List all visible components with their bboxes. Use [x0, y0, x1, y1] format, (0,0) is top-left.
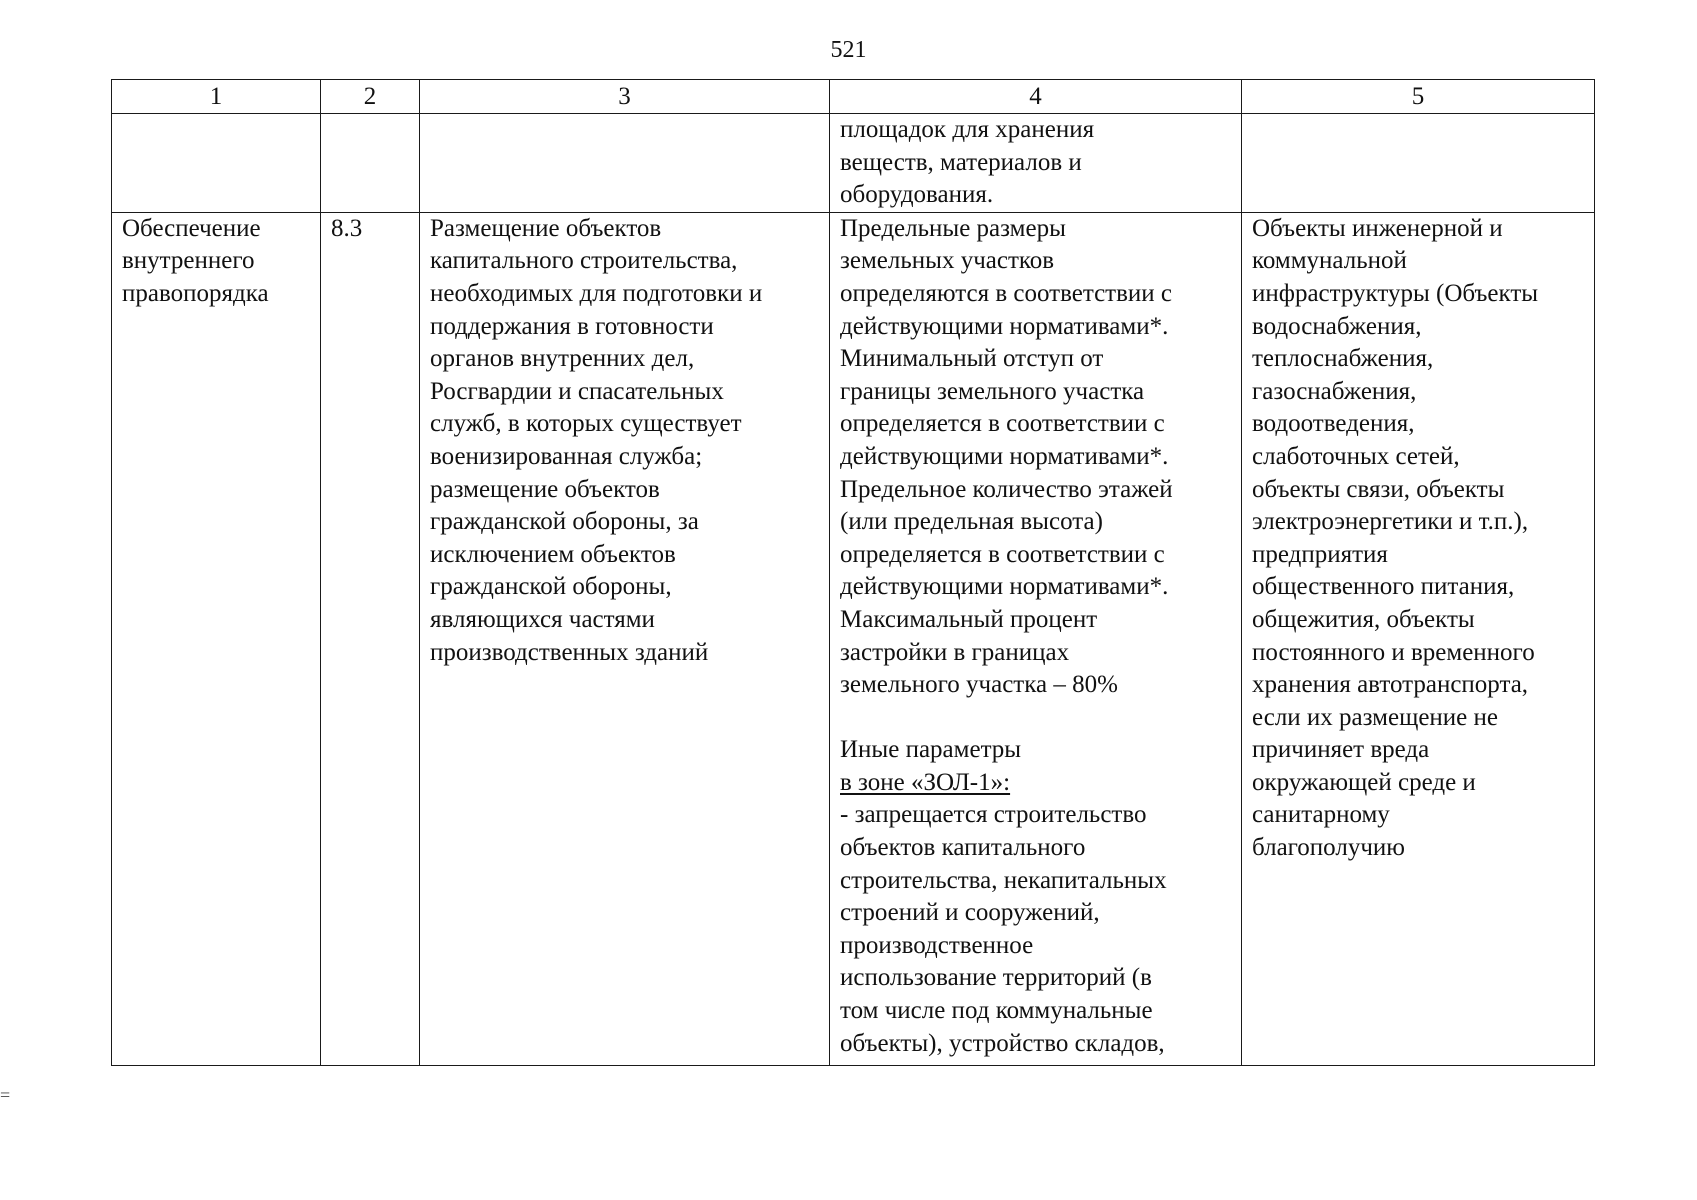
cell-continuation-col3 — [420, 114, 830, 213]
zone-heading-underlined: в зоне «ЗОЛ-1»: — [840, 768, 1011, 796]
cell-text-line: капитального строительства, — [430, 247, 738, 275]
regulations-table — [111, 79, 1595, 1066]
cell-text-line: объекты), устройство складов, — [840, 1029, 1165, 1057]
cell-text-line: использование территорий (в — [840, 964, 1152, 992]
cell-continuation-col4 — [830, 114, 1242, 213]
cell-text-line: определяется в соответствии с — [840, 410, 1165, 438]
cell-text-line: Обеспечение — [122, 214, 261, 242]
cell-text-line: гражданской обороны, — [430, 573, 672, 601]
cell-text-line: Размещение объектов — [430, 214, 662, 242]
cell-text-line: Предельное количество этажей — [840, 475, 1173, 503]
cell-land-use-type — [112, 212, 321, 1065]
cell-text-line: военизированная служба; — [430, 442, 703, 470]
cell-continuation-col1 — [112, 114, 321, 213]
cell-text-line: земельных участков — [840, 247, 1055, 275]
cell-text-line: определяется в соответствии с — [840, 540, 1165, 568]
cell-text-line: электроэнергетики и т.п.), — [1252, 508, 1529, 536]
cell-text-line: инфраструктуры (Объекты — [1252, 279, 1539, 307]
cell-text-line: необходимых для подготовки и — [430, 279, 763, 307]
cell-text-line: окружающей среде и — [1252, 768, 1476, 796]
cell-text-line: теплоснабжения, — [1252, 345, 1434, 373]
cell-text-line: общественного питания, — [1252, 573, 1515, 601]
cell-text-line: постоянного и временного — [1252, 638, 1535, 666]
cell-text-line: газоснабжения, — [1252, 377, 1417, 405]
edge-mark: = — [0, 1085, 11, 1105]
cell-text-line: исключением объектов — [430, 540, 676, 568]
cell-text-line: хранения автотранспорта, — [1252, 671, 1529, 699]
cell-text-line: предприятия — [1252, 540, 1388, 568]
cell-text-line: земельного участка – 80% — [840, 671, 1118, 699]
cell-text-line: водоснабжения, — [1252, 312, 1422, 340]
cell-text-line: Росгвардии и спасательных — [430, 377, 724, 405]
column-header-2: 2 — [321, 80, 420, 114]
cell-text-line: Предельные размеры — [840, 214, 1066, 242]
cell-text-line: благополучию — [1252, 834, 1405, 862]
cell-text-line: Объекты инженерной и — [1252, 214, 1503, 242]
cell-text-line: правопорядка — [122, 279, 269, 307]
page-number: 521 — [830, 37, 867, 63]
cell-text-line: санитарному — [1252, 801, 1390, 829]
cell-text-line: Минимальный отступ от — [840, 345, 1104, 373]
cell-text-line: водоотведения, — [1252, 410, 1415, 438]
column-header-1: 1 — [112, 80, 321, 114]
cell-text-line: том числе под коммунальные — [840, 997, 1153, 1025]
cell-continuation-col2 — [321, 114, 420, 213]
cell-text-line: определяются в соответствии с — [840, 279, 1173, 307]
cell-text-line: Максимальный процент — [840, 605, 1098, 633]
cell-text-line: слаботочных сетей, — [1252, 442, 1460, 470]
cell-text-line: строений и сооружений, — [840, 899, 1100, 927]
cell-text-line: поддержания в готовности — [430, 312, 714, 340]
cell-text-line: производственных зданий — [430, 638, 709, 666]
cell-text-line: действующими нормативами*. — [840, 573, 1169, 601]
cell-text-line: - запрещается строительство — [840, 801, 1147, 829]
cell-text-line: гражданской обороны, за — [430, 508, 699, 536]
cell-text-line: производственное — [840, 931, 1034, 959]
table-row-continuation — [112, 114, 1595, 213]
cell-text-line: причиняет вреда — [1252, 736, 1430, 764]
cell-text-line: объекты связи, объекты — [1252, 475, 1505, 503]
cell-text-line: (или предельная высота) — [840, 508, 1103, 536]
cell-text-line: общежития, объекты — [1252, 605, 1475, 633]
cell-text-line: коммунальной — [1252, 247, 1407, 275]
cell-text-line: застройки в границах — [840, 638, 1070, 666]
cell-text-line: объектов капитального — [840, 834, 1086, 862]
table-row-internal-order — [112, 212, 1595, 1065]
cell-parameters — [830, 212, 1242, 1065]
cell-text-line: веществ, материалов и — [840, 148, 1082, 176]
cell-text-line: оборудования. — [840, 181, 994, 209]
cell-text-line: являющихся частями — [430, 605, 655, 633]
cell-code — [321, 212, 420, 1065]
cell-text-line: внутреннего — [122, 247, 255, 275]
column-header-4: 4 — [830, 80, 1242, 114]
cell-text-line: строительства, некапитальных — [840, 866, 1167, 894]
blank-line — [840, 702, 1231, 735]
cell-text-line: служб, в которых существует — [430, 410, 742, 438]
cell-text-line: 8.3 — [331, 214, 363, 242]
cell-text-line: Иные параметры — [840, 736, 1022, 764]
cell-auxiliary-uses — [1242, 212, 1595, 1065]
cell-text-line: размещение объектов — [430, 475, 660, 503]
cell-text-line: действующими нормативами*. — [840, 442, 1169, 470]
cell-text-line: действующими нормативами*. — [840, 312, 1169, 340]
cell-text-line: границы земельного участка — [840, 377, 1145, 405]
table-header-row — [112, 80, 1595, 114]
cell-description — [420, 212, 830, 1065]
column-header-3: 3 — [420, 80, 830, 114]
cell-text-line: площадок для хранения — [840, 116, 1095, 143]
cell-text-line: если их размещение не — [1252, 703, 1499, 731]
column-header-5: 5 — [1242, 80, 1595, 114]
cell-continuation-col5 — [1242, 114, 1595, 213]
cell-text-line: органов внутренних дел, — [430, 345, 695, 373]
